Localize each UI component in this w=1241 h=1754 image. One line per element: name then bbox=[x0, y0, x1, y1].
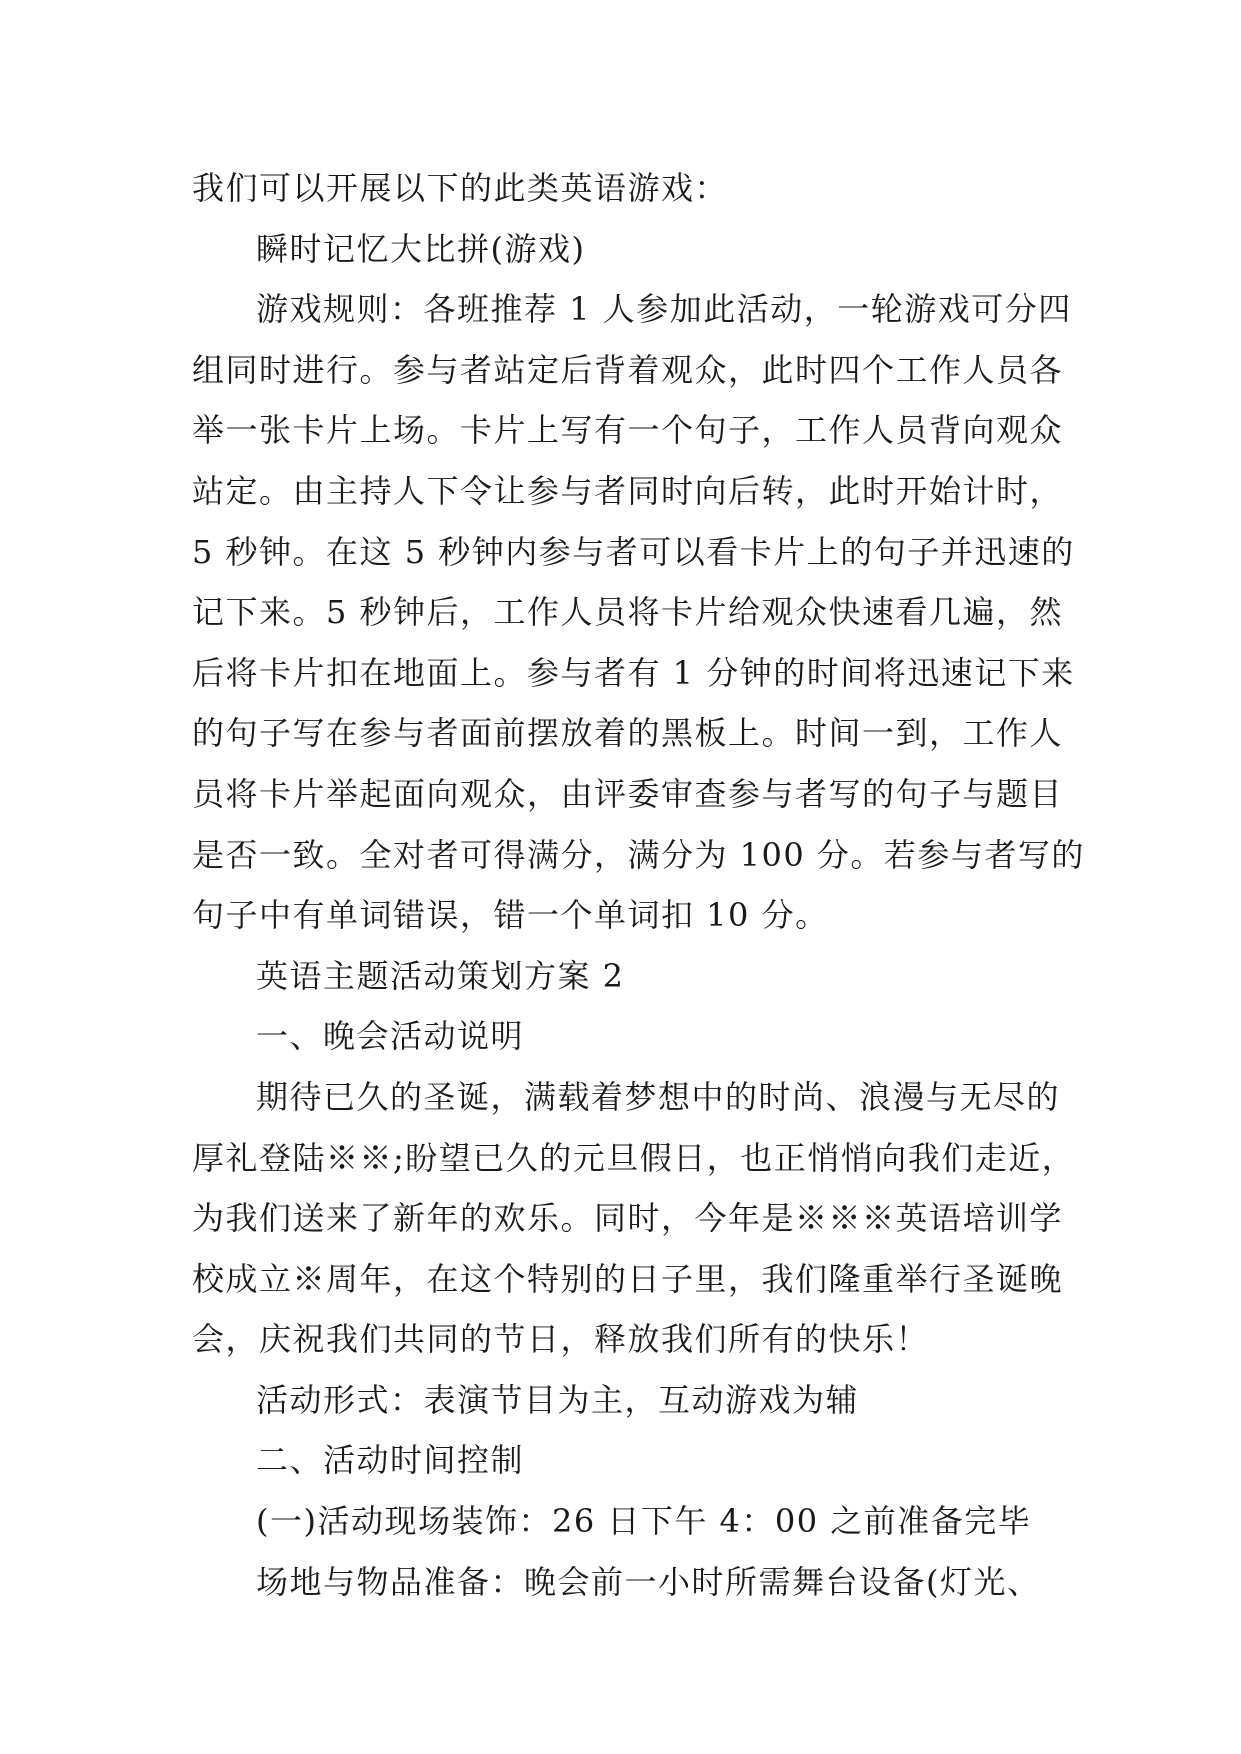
text-line: 厚礼登陆※※;盼望已久的元旦假日，也正悄悄向我们走近， bbox=[192, 1138, 1076, 1177]
text-line: 校成立※周年，在这个特别的日子里，我们隆重举行圣诞晚 bbox=[192, 1259, 1064, 1298]
text-line: 员将卡片举起面向观众，由评委审查参与者写的句子与题目 bbox=[192, 774, 1064, 813]
text-line: 期待已久的圣诞，满载着梦想中的时尚、浪漫与无尽的 bbox=[256, 1077, 1061, 1116]
text-line: 句子中有单词错误，错一个单词扣 10 分。 bbox=[192, 896, 829, 935]
document-body bbox=[192, 158, 1085, 1612]
text-line: 组同时进行。参与者站定后背着观众，此时四个工作人员各 bbox=[192, 350, 1064, 389]
text-line: (一)活动现场装饰：26 日下午 4：00 之前准备完毕 bbox=[256, 1502, 1032, 1541]
text-line: 我们可以开展以下的此类英语游戏： bbox=[192, 169, 729, 207]
text-line: 活动形式：表演节目为主，互动游戏为辅 bbox=[256, 1380, 860, 1419]
text-line: 为我们送来了新年的欢乐。同时，今年是※※※英语培训学 bbox=[192, 1199, 1064, 1238]
text-line: 会，庆祝我们共同的节日，释放我们所有的快乐！ bbox=[192, 1320, 930, 1359]
text-line: 场地与物品准备：晚会前一小时所需舞台设备(灯光、 bbox=[256, 1562, 1041, 1601]
text-line: 站定。由主持人下令让参与者同时向后转，此时开始计时， bbox=[192, 471, 1064, 510]
text-line: 二、活动时间控制 bbox=[256, 1441, 525, 1480]
text-line: 是否一致。全对者可得满分，满分为 100 分。若参与者写的 bbox=[192, 835, 1085, 874]
text-line: 举一张卡片上场。卡片上写有一个句子，工作人员背向观众 bbox=[192, 411, 1064, 450]
text-line: 记下来。5 秒钟后，工作人员将卡片给观众快速看几遍，然 bbox=[192, 593, 1064, 632]
text-line: 游戏规则：各班推荐 1 人参加此活动，一轮游戏可分四 bbox=[256, 290, 1072, 329]
text-line: 后将卡片扣在地面上。参与者有 1 分钟的时间将迅速记下来 bbox=[192, 653, 1075, 692]
text-line: 的句子写在参与者面前摆放着的黑板上。时间一到，工作人 bbox=[192, 714, 1064, 753]
text-line: 英语主题活动策划方案 2 bbox=[256, 956, 625, 995]
text-line: 瞬时记忆大比拼(游戏) bbox=[256, 229, 586, 268]
text-line: 5 秒钟。在这 5 秒钟内参与者可以看卡片上的句子并迅速的 bbox=[192, 532, 1075, 571]
text-line: 一、晚会活动说明 bbox=[256, 1017, 525, 1056]
